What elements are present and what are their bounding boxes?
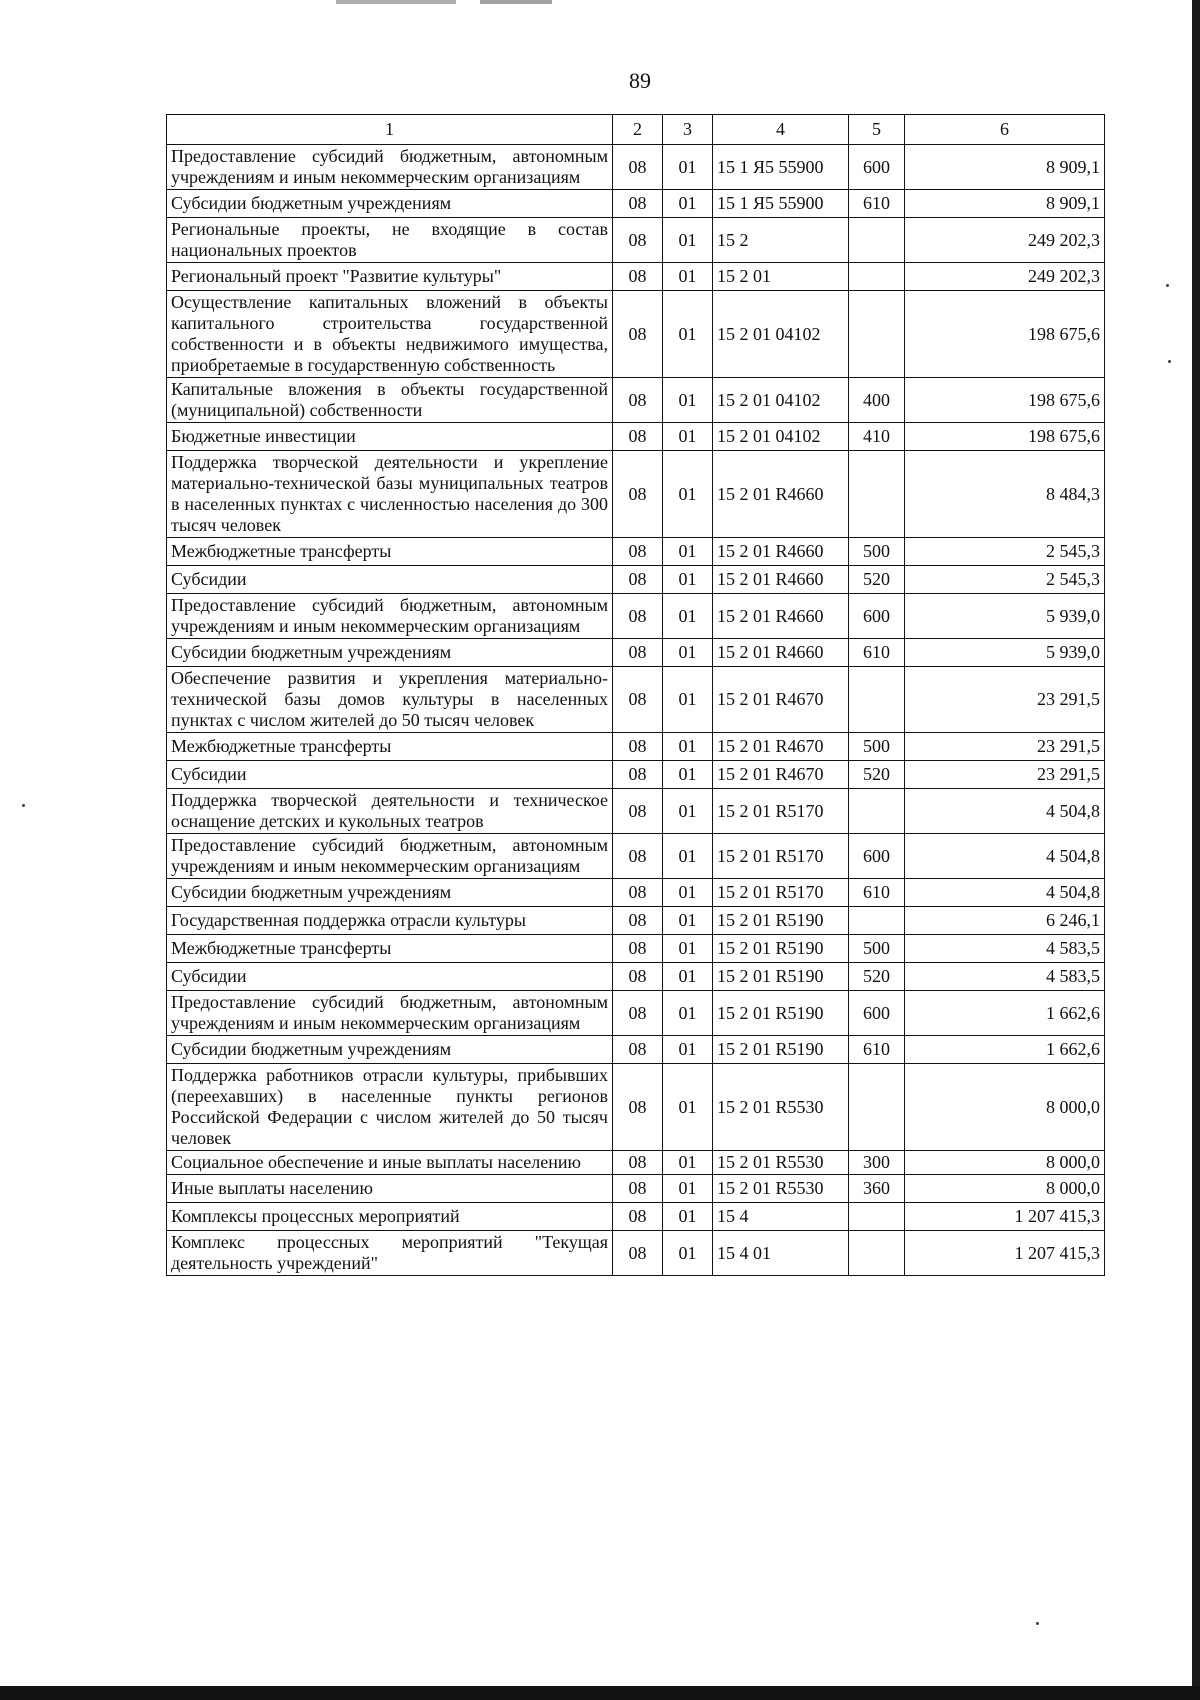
row-target-code-cell: 15 2 01 R5530 — [713, 1175, 849, 1203]
row-section-cell: 08 — [613, 667, 663, 733]
row-amount-cell: 1 207 415,3 — [905, 1231, 1105, 1276]
row-amount-cell: 4 583,5 — [905, 963, 1105, 991]
row-name-cell: Поддержка творческой деятельности и укрепление материально-технической базы муниципальных театров в населенных пунктах с численностью населения до 300 тысяч человек — [167, 451, 613, 538]
row-target-code-cell: 15 2 01 R4670 — [713, 733, 849, 761]
row-name-cell: Бюджетные инвестиции — [167, 423, 613, 451]
row-amount-cell: 8 484,3 — [905, 451, 1105, 538]
table-row — [167, 639, 1105, 667]
row-expense-type-cell — [849, 1231, 905, 1276]
header-cell-5: 5 — [849, 115, 905, 145]
row-name-cell: Субсидии бюджетным учреждениям — [167, 1036, 613, 1064]
row-name-cell: Иные выплаты населению — [167, 1175, 613, 1203]
row-amount-cell: 4 504,8 — [905, 789, 1105, 834]
row-expense-type-cell — [849, 1064, 905, 1151]
row-section-cell: 08 — [613, 291, 663, 378]
row-section-cell: 08 — [613, 1231, 663, 1276]
row-subsection-cell: 01 — [663, 1175, 713, 1203]
row-name-cell: Межбюджетные трансферты — [167, 733, 613, 761]
row-expense-type-cell — [849, 218, 905, 263]
row-section-cell: 08 — [613, 834, 663, 879]
row-target-code-cell: 15 2 01 R4670 — [713, 761, 849, 789]
row-amount-cell: 23 291,5 — [905, 733, 1105, 761]
row-amount-cell: 6 246,1 — [905, 907, 1105, 935]
row-subsection-cell: 01 — [663, 1151, 713, 1175]
row-subsection-cell: 01 — [663, 378, 713, 423]
header-cell-2: 2 — [613, 115, 663, 145]
row-name-cell: Предоставление субсидий бюджетным, автономным учреждениям и иным некоммерческим организациям — [167, 991, 613, 1036]
row-expense-type-cell — [849, 1203, 905, 1231]
row-subsection-cell: 01 — [663, 907, 713, 935]
row-name-cell: Комплексы процессных мероприятий — [167, 1203, 613, 1231]
row-target-code-cell: 15 2 01 R5190 — [713, 991, 849, 1036]
row-expense-type-cell: 300 — [849, 1151, 905, 1175]
row-target-code-cell: 15 2 01 R4670 — [713, 667, 849, 733]
row-target-code-cell: 15 2 01 R5170 — [713, 834, 849, 879]
row-section-cell: 08 — [613, 879, 663, 907]
row-target-code-cell: 15 2 01 R5190 — [713, 907, 849, 935]
scan-speck — [1168, 360, 1171, 363]
row-name-cell: Предоставление субсидий бюджетным, автономным учреждениям и иным некоммерческим организациям — [167, 145, 613, 190]
table-row — [167, 451, 1105, 538]
row-subsection-cell: 01 — [663, 963, 713, 991]
row-expense-type-cell: 360 — [849, 1175, 905, 1203]
row-expense-type-cell: 500 — [849, 733, 905, 761]
table-row — [167, 566, 1105, 594]
row-target-code-cell: 15 2 — [713, 218, 849, 263]
row-amount-cell: 2 545,3 — [905, 566, 1105, 594]
table-row — [167, 423, 1105, 451]
header-cell-3: 3 — [663, 115, 713, 145]
table-row — [167, 1064, 1105, 1151]
row-target-code-cell: 15 2 01 R5190 — [713, 1036, 849, 1064]
row-expense-type-cell: 600 — [849, 834, 905, 879]
row-amount-cell: 249 202,3 — [905, 218, 1105, 263]
row-amount-cell: 23 291,5 — [905, 667, 1105, 733]
row-section-cell: 08 — [613, 538, 663, 566]
table-row — [167, 378, 1105, 423]
row-subsection-cell: 01 — [663, 1231, 713, 1276]
row-subsection-cell: 01 — [663, 1064, 713, 1151]
header-cell-6: 6 — [905, 115, 1105, 145]
row-subsection-cell: 01 — [663, 263, 713, 291]
table-header-row — [167, 115, 1105, 145]
row-subsection-cell: 01 — [663, 761, 713, 789]
row-section-cell: 08 — [613, 594, 663, 639]
row-section-cell: 08 — [613, 1175, 663, 1203]
row-target-code-cell: 15 2 01 R4660 — [713, 538, 849, 566]
row-name-cell: Субсидии — [167, 963, 613, 991]
row-target-code-cell: 15 1 Я5 55900 — [713, 145, 849, 190]
table-row — [167, 190, 1105, 218]
row-section-cell: 08 — [613, 378, 663, 423]
row-expense-type-cell: 500 — [849, 935, 905, 963]
table-body — [167, 145, 1105, 1276]
row-target-code-cell: 15 2 01 R5530 — [713, 1064, 849, 1151]
row-amount-cell: 8 909,1 — [905, 145, 1105, 190]
row-subsection-cell: 01 — [663, 639, 713, 667]
table-row — [167, 594, 1105, 639]
row-subsection-cell: 01 — [663, 538, 713, 566]
row-section-cell: 08 — [613, 1203, 663, 1231]
row-target-code-cell: 15 2 01 R5170 — [713, 879, 849, 907]
row-section-cell: 08 — [613, 991, 663, 1036]
row-expense-type-cell: 500 — [849, 538, 905, 566]
row-name-cell: Социальное обеспечение и иные выплаты населению — [167, 1151, 613, 1175]
row-amount-cell: 1 662,6 — [905, 1036, 1105, 1064]
row-amount-cell: 249 202,3 — [905, 263, 1105, 291]
table-row — [167, 789, 1105, 834]
row-section-cell: 08 — [613, 423, 663, 451]
row-amount-cell: 198 675,6 — [905, 291, 1105, 378]
row-amount-cell: 8 000,0 — [905, 1064, 1105, 1151]
row-expense-type-cell: 600 — [849, 145, 905, 190]
row-subsection-cell: 01 — [663, 991, 713, 1036]
table-row — [167, 834, 1105, 879]
row-amount-cell: 23 291,5 — [905, 761, 1105, 789]
row-name-cell: Государственная поддержка отрасли культуры — [167, 907, 613, 935]
row-expense-type-cell: 600 — [849, 991, 905, 1036]
row-target-code-cell: 15 2 01 04102 — [713, 378, 849, 423]
row-name-cell: Субсидии бюджетным учреждениям — [167, 190, 613, 218]
row-subsection-cell: 01 — [663, 1203, 713, 1231]
row-target-code-cell: 15 2 01 04102 — [713, 423, 849, 451]
table-row — [167, 538, 1105, 566]
row-name-cell: Поддержка творческой деятельности и техническое оснащение детских и кукольных театров — [167, 789, 613, 834]
row-name-cell: Обеспечение развития и укрепления материально-технической базы домов культуры в населенных пунктах с числом жителей до 50 тысяч человек — [167, 667, 613, 733]
scan-speck — [22, 804, 25, 807]
row-amount-cell: 4 504,8 — [905, 834, 1105, 879]
row-expense-type-cell: 410 — [849, 423, 905, 451]
row-name-cell: Осуществление капитальных вложений в объекты капитального строительства государственной собственности и в объекты недвижимого имущества, приобретаемые в государственную собственность — [167, 291, 613, 378]
row-target-code-cell: 15 4 01 — [713, 1231, 849, 1276]
header-cell-4: 4 — [713, 115, 849, 145]
row-expense-type-cell: 520 — [849, 566, 905, 594]
row-section-cell: 08 — [613, 451, 663, 538]
row-name-cell: Комплекс процессных мероприятий "Текущая деятельность учреждений" — [167, 1231, 613, 1276]
row-name-cell: Региональные проекты, не входящие в состав национальных проектов — [167, 218, 613, 263]
row-section-cell: 08 — [613, 263, 663, 291]
table-row — [167, 218, 1105, 263]
table-row — [167, 733, 1105, 761]
row-section-cell: 08 — [613, 789, 663, 834]
row-subsection-cell: 01 — [663, 423, 713, 451]
row-target-code-cell: 15 2 01 R5190 — [713, 963, 849, 991]
row-subsection-cell: 01 — [663, 451, 713, 538]
row-name-cell: Межбюджетные трансферты — [167, 935, 613, 963]
table-row — [167, 291, 1105, 378]
table-row — [167, 907, 1105, 935]
row-name-cell: Поддержка работников отрасли культуры, прибывших (переехавших) в населенные пункты регионов Российской Федерации с числом жителей до 50 тысяч человек — [167, 1064, 613, 1151]
row-amount-cell: 2 545,3 — [905, 538, 1105, 566]
header-cell-1: 1 — [167, 115, 613, 145]
table-row — [167, 1036, 1105, 1064]
table-row — [167, 963, 1105, 991]
table-row — [167, 879, 1105, 907]
row-expense-type-cell — [849, 667, 905, 733]
table-row — [167, 1175, 1105, 1203]
row-expense-type-cell: 520 — [849, 963, 905, 991]
row-amount-cell: 4 583,5 — [905, 935, 1105, 963]
row-name-cell: Региональный проект "Развитие культуры" — [167, 263, 613, 291]
row-amount-cell: 8 909,1 — [905, 190, 1105, 218]
row-section-cell: 08 — [613, 963, 663, 991]
row-amount-cell: 1 207 415,3 — [905, 1203, 1105, 1231]
row-section-cell: 08 — [613, 218, 663, 263]
row-expense-type-cell — [849, 789, 905, 834]
row-name-cell: Межбюджетные трансферты — [167, 538, 613, 566]
row-target-code-cell: 15 2 01 R5190 — [713, 935, 849, 963]
row-subsection-cell: 01 — [663, 935, 713, 963]
table-row — [167, 667, 1105, 733]
row-expense-type-cell: 520 — [849, 761, 905, 789]
row-expense-type-cell: 610 — [849, 190, 905, 218]
row-target-code-cell: 15 2 01 R4660 — [713, 566, 849, 594]
scan-right-edge — [1192, 0, 1200, 1700]
row-target-code-cell: 15 2 01 04102 — [713, 291, 849, 378]
row-subsection-cell: 01 — [663, 291, 713, 378]
row-subsection-cell: 01 — [663, 145, 713, 190]
row-amount-cell: 5 939,0 — [905, 594, 1105, 639]
row-target-code-cell: 15 2 01 R4660 — [713, 451, 849, 538]
table-row — [167, 263, 1105, 291]
row-name-cell: Субсидии — [167, 566, 613, 594]
row-amount-cell: 1 662,6 — [905, 991, 1105, 1036]
row-target-code-cell: 15 2 01 R5170 — [713, 789, 849, 834]
row-expense-type-cell: 610 — [849, 879, 905, 907]
table-row — [167, 1151, 1105, 1175]
row-subsection-cell: 01 — [663, 190, 713, 218]
row-name-cell: Субсидии бюджетным учреждениям — [167, 639, 613, 667]
row-target-code-cell: 15 2 01 R5530 — [713, 1151, 849, 1175]
row-amount-cell: 4 504,8 — [905, 879, 1105, 907]
row-target-code-cell: 15 4 — [713, 1203, 849, 1231]
table-row — [167, 935, 1105, 963]
row-expense-type-cell: 400 — [849, 378, 905, 423]
table-row — [167, 145, 1105, 190]
row-target-code-cell: 15 1 Я5 55900 — [713, 190, 849, 218]
row-name-cell: Субсидии — [167, 761, 613, 789]
page-number: 89 — [629, 68, 651, 93]
row-target-code-cell: 15 2 01 R4660 — [713, 594, 849, 639]
row-expense-type-cell: 610 — [849, 1036, 905, 1064]
row-expense-type-cell: 600 — [849, 594, 905, 639]
row-section-cell: 08 — [613, 639, 663, 667]
row-name-cell: Капитальные вложения в объекты государственной (муниципальной) собственности — [167, 378, 613, 423]
scan-speck — [1036, 1622, 1039, 1625]
row-subsection-cell: 01 — [663, 667, 713, 733]
budget-table — [166, 114, 1105, 1276]
row-section-cell: 08 — [613, 566, 663, 594]
row-subsection-cell: 01 — [663, 733, 713, 761]
row-section-cell: 08 — [613, 1151, 663, 1175]
row-section-cell: 08 — [613, 733, 663, 761]
table-row — [167, 1231, 1105, 1276]
row-subsection-cell: 01 — [663, 789, 713, 834]
row-expense-type-cell — [849, 451, 905, 538]
row-subsection-cell: 01 — [663, 834, 713, 879]
row-subsection-cell: 01 — [663, 566, 713, 594]
scan-bottom-edge — [0, 1686, 1200, 1700]
scan-speck — [1166, 284, 1169, 287]
row-amount-cell: 5 939,0 — [905, 639, 1105, 667]
row-expense-type-cell — [849, 907, 905, 935]
scan-top-edge — [0, 0, 1200, 4]
row-section-cell: 08 — [613, 907, 663, 935]
row-expense-type-cell: 610 — [849, 639, 905, 667]
row-subsection-cell: 01 — [663, 879, 713, 907]
table-row — [167, 761, 1105, 789]
table-row — [167, 991, 1105, 1036]
row-expense-type-cell — [849, 263, 905, 291]
row-subsection-cell: 01 — [663, 1036, 713, 1064]
row-section-cell: 08 — [613, 145, 663, 190]
row-target-code-cell: 15 2 01 R4660 — [713, 639, 849, 667]
row-expense-type-cell — [849, 291, 905, 378]
row-name-cell: Предоставление субсидий бюджетным, автономным учреждениям и иным некоммерческим организациям — [167, 594, 613, 639]
row-name-cell: Субсидии бюджетным учреждениям — [167, 879, 613, 907]
row-section-cell: 08 — [613, 1036, 663, 1064]
row-target-code-cell: 15 2 01 — [713, 263, 849, 291]
row-amount-cell: 8 000,0 — [905, 1151, 1105, 1175]
row-amount-cell: 198 675,6 — [905, 423, 1105, 451]
row-section-cell: 08 — [613, 190, 663, 218]
row-amount-cell: 198 675,6 — [905, 378, 1105, 423]
row-name-cell: Предоставление субсидий бюджетным, автономным учреждениям и иным некоммерческим организациям — [167, 834, 613, 879]
row-subsection-cell: 01 — [663, 594, 713, 639]
row-section-cell: 08 — [613, 935, 663, 963]
row-subsection-cell: 01 — [663, 218, 713, 263]
row-amount-cell: 8 000,0 — [905, 1175, 1105, 1203]
table-row — [167, 1203, 1105, 1231]
row-section-cell: 08 — [613, 761, 663, 789]
row-section-cell: 08 — [613, 1064, 663, 1151]
